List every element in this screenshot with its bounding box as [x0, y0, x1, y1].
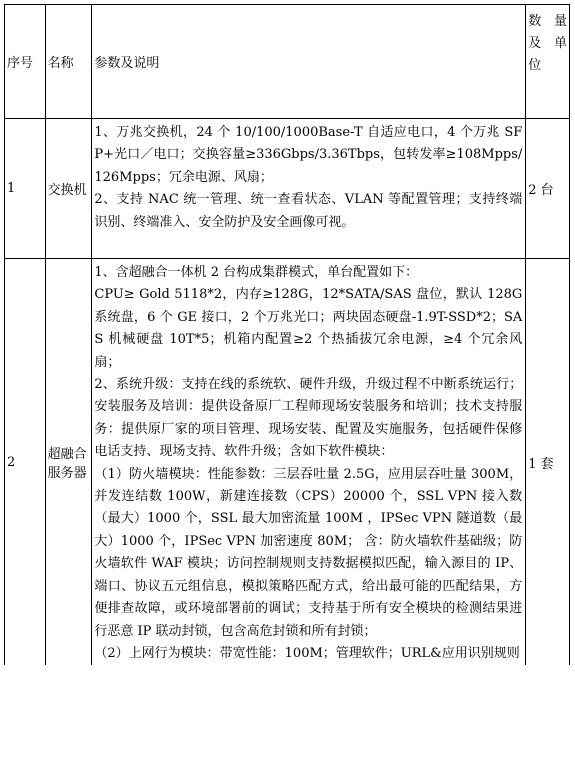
row-no: 1 — [5, 119, 46, 259]
header-qty-char: 单 — [553, 36, 567, 51]
header-qty — [526, 5, 570, 119]
header-params: 参数及说明 — [92, 5, 526, 119]
param-paragraph: 2、系统升级：支持在线的系统软、硬件升级，升级过程不中断系统运行；安装服务及培训：提供设备原厂工程师现场安装服务和培训；技术支持服务：提供原厂家的项目管理、现场安装、配置及实施服务，包括硬件保修电话支持、现场支持、软件升级；含如下软件模块： — [94, 377, 523, 460]
param-paragraph: CPU≥ Gold 5118*2，内存≥128G，12*SATA/SAS 盘位，默认 128G 系统盘，6 个 GE 接口，2 个万兆光口；两块固态硬盘-1.9T-SSD*2；SAS 机械硬盘 10T*5；机箱内配置≥2 个热插拔冗余电源，≥4 个冗余风扇； — [94, 287, 523, 370]
row-params — [92, 119, 526, 259]
header-qty-char: 数 — [528, 14, 542, 29]
row-params — [92, 259, 526, 666]
param-paragraph: （1）防火墙模块：性能参数：三层吞吐量 2.5G，应用层吞吐量 300M，并发连结数 100W，新建连接数（CPS）20000 个，SSL VPN 接入数（最大）1000 个，SSL 最大加密流量 100M ，IPSec VPN 隧道数（最大）1000 个，IPSec VPN 加密速度 80M； 含：防火墙软件基础级；防火墙软件 WAF 模块；访问控制规则支持数据模拟匹配，输入源目的 IP、端口、协议五元组信息，模拟策略匹配方式，给出最可能的匹配结果，方便排查故障，或环境部署前的调试；支持基于所有安全模块的检测结果进行恶意 IP 联动封锁，包含高危封锁和所有封锁； — [94, 466, 523, 639]
header-qty-char: 量 — [553, 14, 567, 29]
row-qty: 1 套 — [526, 259, 570, 666]
param-paragraph: 2、支持 NAC 统一管理、统一查看状态、VLAN 等配置管理；支持终端识别、终端准入、安全防护及安全画像可视。 — [94, 192, 523, 230]
table-row — [5, 119, 570, 259]
param-paragraph: （2）上网行为模块：带宽性能：100M；管理软件；URL&应用识别规则 — [94, 645, 520, 661]
param-paragraph: 1、含超融合一体机 2 台构成集群模式，单台配置如下： — [94, 265, 419, 280]
header-qty-char: 位 — [528, 58, 542, 73]
row-name: 超融合服务器 — [45, 259, 92, 666]
row-name: 交换机 — [45, 119, 92, 259]
header-name: 名称 — [45, 5, 92, 119]
spec-table — [4, 4, 570, 665]
row-qty: 2 台 — [526, 119, 570, 259]
header-no: 序号 — [5, 5, 46, 119]
row-no: 2 — [5, 259, 46, 666]
param-paragraph: 1、万兆交换机，24 个 10/100/1000Base-T 自适应电口，4 个万兆 SFP+光口／电口；交换容量≥336Gbps/3.36Tbps，包转发率≥108Mpps/126Mpps；冗余电源、风扇； — [94, 125, 523, 185]
table-header-row — [5, 5, 570, 119]
header-qty-char: 及 — [528, 36, 542, 51]
table-row — [5, 259, 570, 666]
